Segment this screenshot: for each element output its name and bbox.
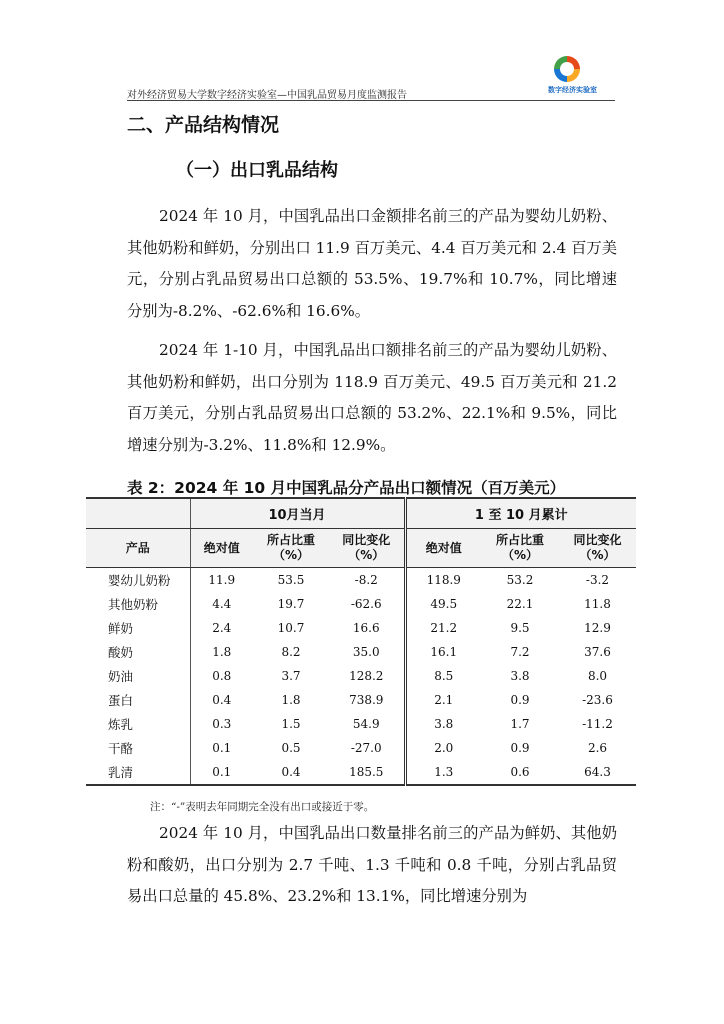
ytd-yoy: 11.8: [584, 597, 611, 611]
table-row: [86, 688, 636, 712]
ytd-abs: 2.1: [405, 688, 481, 712]
lab-logo: [548, 56, 614, 98]
product-name: 婴幼儿奶粉: [108, 573, 171, 588]
paragraph-3: [127, 818, 617, 913]
ytd-share: 0.9: [510, 693, 530, 707]
product-name: 奶油: [108, 669, 134, 684]
ytd-share: 1.7: [510, 717, 530, 731]
month-share: 0.5: [281, 741, 301, 755]
ytd-yoy: 8.0: [587, 669, 608, 683]
group-ytd-header: 1 至 10 月累计: [405, 498, 636, 529]
table-row: [86, 760, 636, 785]
col-month-share-header: 所占比重 （%）: [253, 529, 329, 568]
month-yoy: -27.0: [350, 741, 382, 755]
month-abs: 11.9: [190, 568, 253, 593]
ytd-share: 53.2: [506, 573, 534, 587]
col-month-abs-header: 绝对值: [190, 529, 253, 568]
month-abs: 0.8: [190, 664, 253, 688]
month-yoy: 16.6: [352, 621, 380, 635]
ytd-abs: 21.2: [405, 616, 481, 640]
table-caption: 表 2：2024 年 10 月中国乳品分产品出口额情况（百万美元）: [127, 479, 566, 497]
month-share: 19.7: [277, 597, 305, 611]
month-abs: 0.1: [190, 736, 253, 760]
month-yoy: 54.9: [352, 717, 380, 731]
month-abs: 2.4: [190, 616, 253, 640]
header-corner: [86, 498, 190, 529]
month-share: 8.2: [281, 645, 301, 659]
ytd-yoy: -11.2: [582, 717, 613, 731]
month-abs: 0.4: [190, 688, 253, 712]
product-name: 其他奶粉: [108, 597, 159, 612]
ytd-abs: 2.0: [405, 736, 481, 760]
month-share: 0.4: [253, 760, 329, 785]
ytd-share: 7.2: [510, 645, 530, 659]
table-row: [86, 568, 636, 593]
product-name: 鲜奶: [108, 621, 134, 636]
ytd-yoy: -3.2: [585, 573, 610, 587]
table-note: 注：“-”表明去年同期完全没有出口或接近于零。: [150, 801, 375, 813]
report-header-title: 对外经济贸易大学数字经济实验室—中国乳品贸易月度监测报告: [127, 90, 407, 101]
ytd-yoy: 64.3: [559, 760, 636, 785]
group-month-header: 10月当月: [190, 498, 405, 529]
table-row: [86, 712, 636, 736]
ytd-yoy: 12.9: [584, 621, 611, 635]
col-ytd-yoy-header: 同比变化 （%）: [559, 529, 636, 568]
ytd-share: 22.1: [506, 597, 534, 611]
table-row: [86, 616, 636, 640]
table-row: [86, 736, 636, 760]
ytd-abs: 1.3: [405, 760, 481, 785]
ytd-abs: 16.1: [405, 640, 481, 664]
month-share: 53.5: [277, 573, 305, 587]
ytd-share: 0.9: [510, 741, 530, 755]
month-yoy: -62.6: [350, 597, 382, 611]
month-yoy: 185.5: [329, 760, 405, 785]
table-row: [86, 592, 636, 616]
table-row: [86, 640, 636, 664]
col-ytd-share-header: 所占比重 （%）: [481, 529, 559, 568]
ytd-abs: 49.5: [405, 592, 481, 616]
ytd-share: 9.5: [510, 621, 530, 635]
ytd-share: 3.8: [510, 669, 530, 683]
month-abs: 4.4: [190, 592, 253, 616]
paragraph-1: [127, 201, 617, 328]
col-product-header: 产品: [86, 529, 190, 568]
month-abs: 0.3: [190, 712, 253, 736]
ytd-yoy: 37.6: [584, 645, 611, 659]
ytd-share: 0.6: [481, 760, 559, 785]
month-share: 1.5: [281, 717, 301, 731]
month-share: 1.8: [281, 693, 301, 707]
ytd-yoy: 2.6: [587, 741, 608, 755]
product-name: 炼乳: [108, 717, 134, 732]
header-divider: [127, 100, 615, 101]
month-yoy: -8.2: [354, 573, 378, 587]
month-abs: 1.8: [190, 640, 253, 664]
col-ytd-abs-header: 绝对值: [405, 529, 481, 568]
logo-text: 数字经济实验室: [548, 86, 597, 94]
paragraph-2: [127, 335, 617, 462]
section-title: 二、产品结构情况: [127, 114, 280, 136]
col-month-yoy-header: 同比变化 （%）: [329, 529, 405, 568]
month-yoy: 35.0: [352, 645, 380, 659]
ytd-abs: 8.5: [405, 664, 481, 688]
table-row: [86, 664, 636, 688]
product-name: 干酪: [108, 741, 134, 756]
paragraph-1-text: 2024 年 10 月，中国乳品出口金额排名前三的产品为婴幼儿奶粉、其他奶粉和鲜奶，分别出口 11.9 百万美元、4.4 百万美元和 2.4 百万美元，分别占乳品贸易出口总额的 53.5%、19.7%和 10.7%，同比增速分别为-8.2%、-62.6%和 16.6%。: [127, 207, 617, 321]
product-name: 乳清: [86, 760, 190, 785]
subsection-title: （一）出口乳品结构: [176, 160, 338, 181]
ytd-abs: 3.8: [405, 712, 481, 736]
globe-icon: [554, 56, 580, 82]
paragraph-2-text: 2024 年 1-10 月，中国乳品出口额排名前三的产品为婴幼儿奶粉、其他奶粉和鲜奶，出口分别为 118.9 百万美元、49.5 百万美元和 21.2 百万美元，分别占乳品贸易出口总额的 53.2%、22.1%和 9.5%，同比增速分别为-3.2%、11.8%和 12.9%。: [127, 341, 617, 455]
month-yoy: 128.2: [349, 669, 384, 683]
month-abs: 0.1: [190, 760, 253, 785]
paragraph-3-text: 2024 年 10 月，中国乳品出口数量排名前三的产品为鲜奶、其他奶粉和酸奶，出口分别为 2.7 千吨、1.3 千吨和 0.8 千吨，分别占乳品贸易出口总量的 45.8%、23.2%和 13.1%，同比增速分别为: [127, 824, 617, 906]
product-name: 酸奶: [108, 645, 134, 660]
month-yoy: 738.9: [349, 693, 384, 707]
ytd-abs: 118.9: [405, 568, 481, 593]
ytd-yoy: -23.6: [582, 693, 613, 707]
month-share: 3.7: [281, 669, 301, 683]
month-share: 10.7: [277, 621, 305, 635]
export-table: [86, 497, 636, 786]
product-name: 蛋白: [108, 693, 134, 708]
